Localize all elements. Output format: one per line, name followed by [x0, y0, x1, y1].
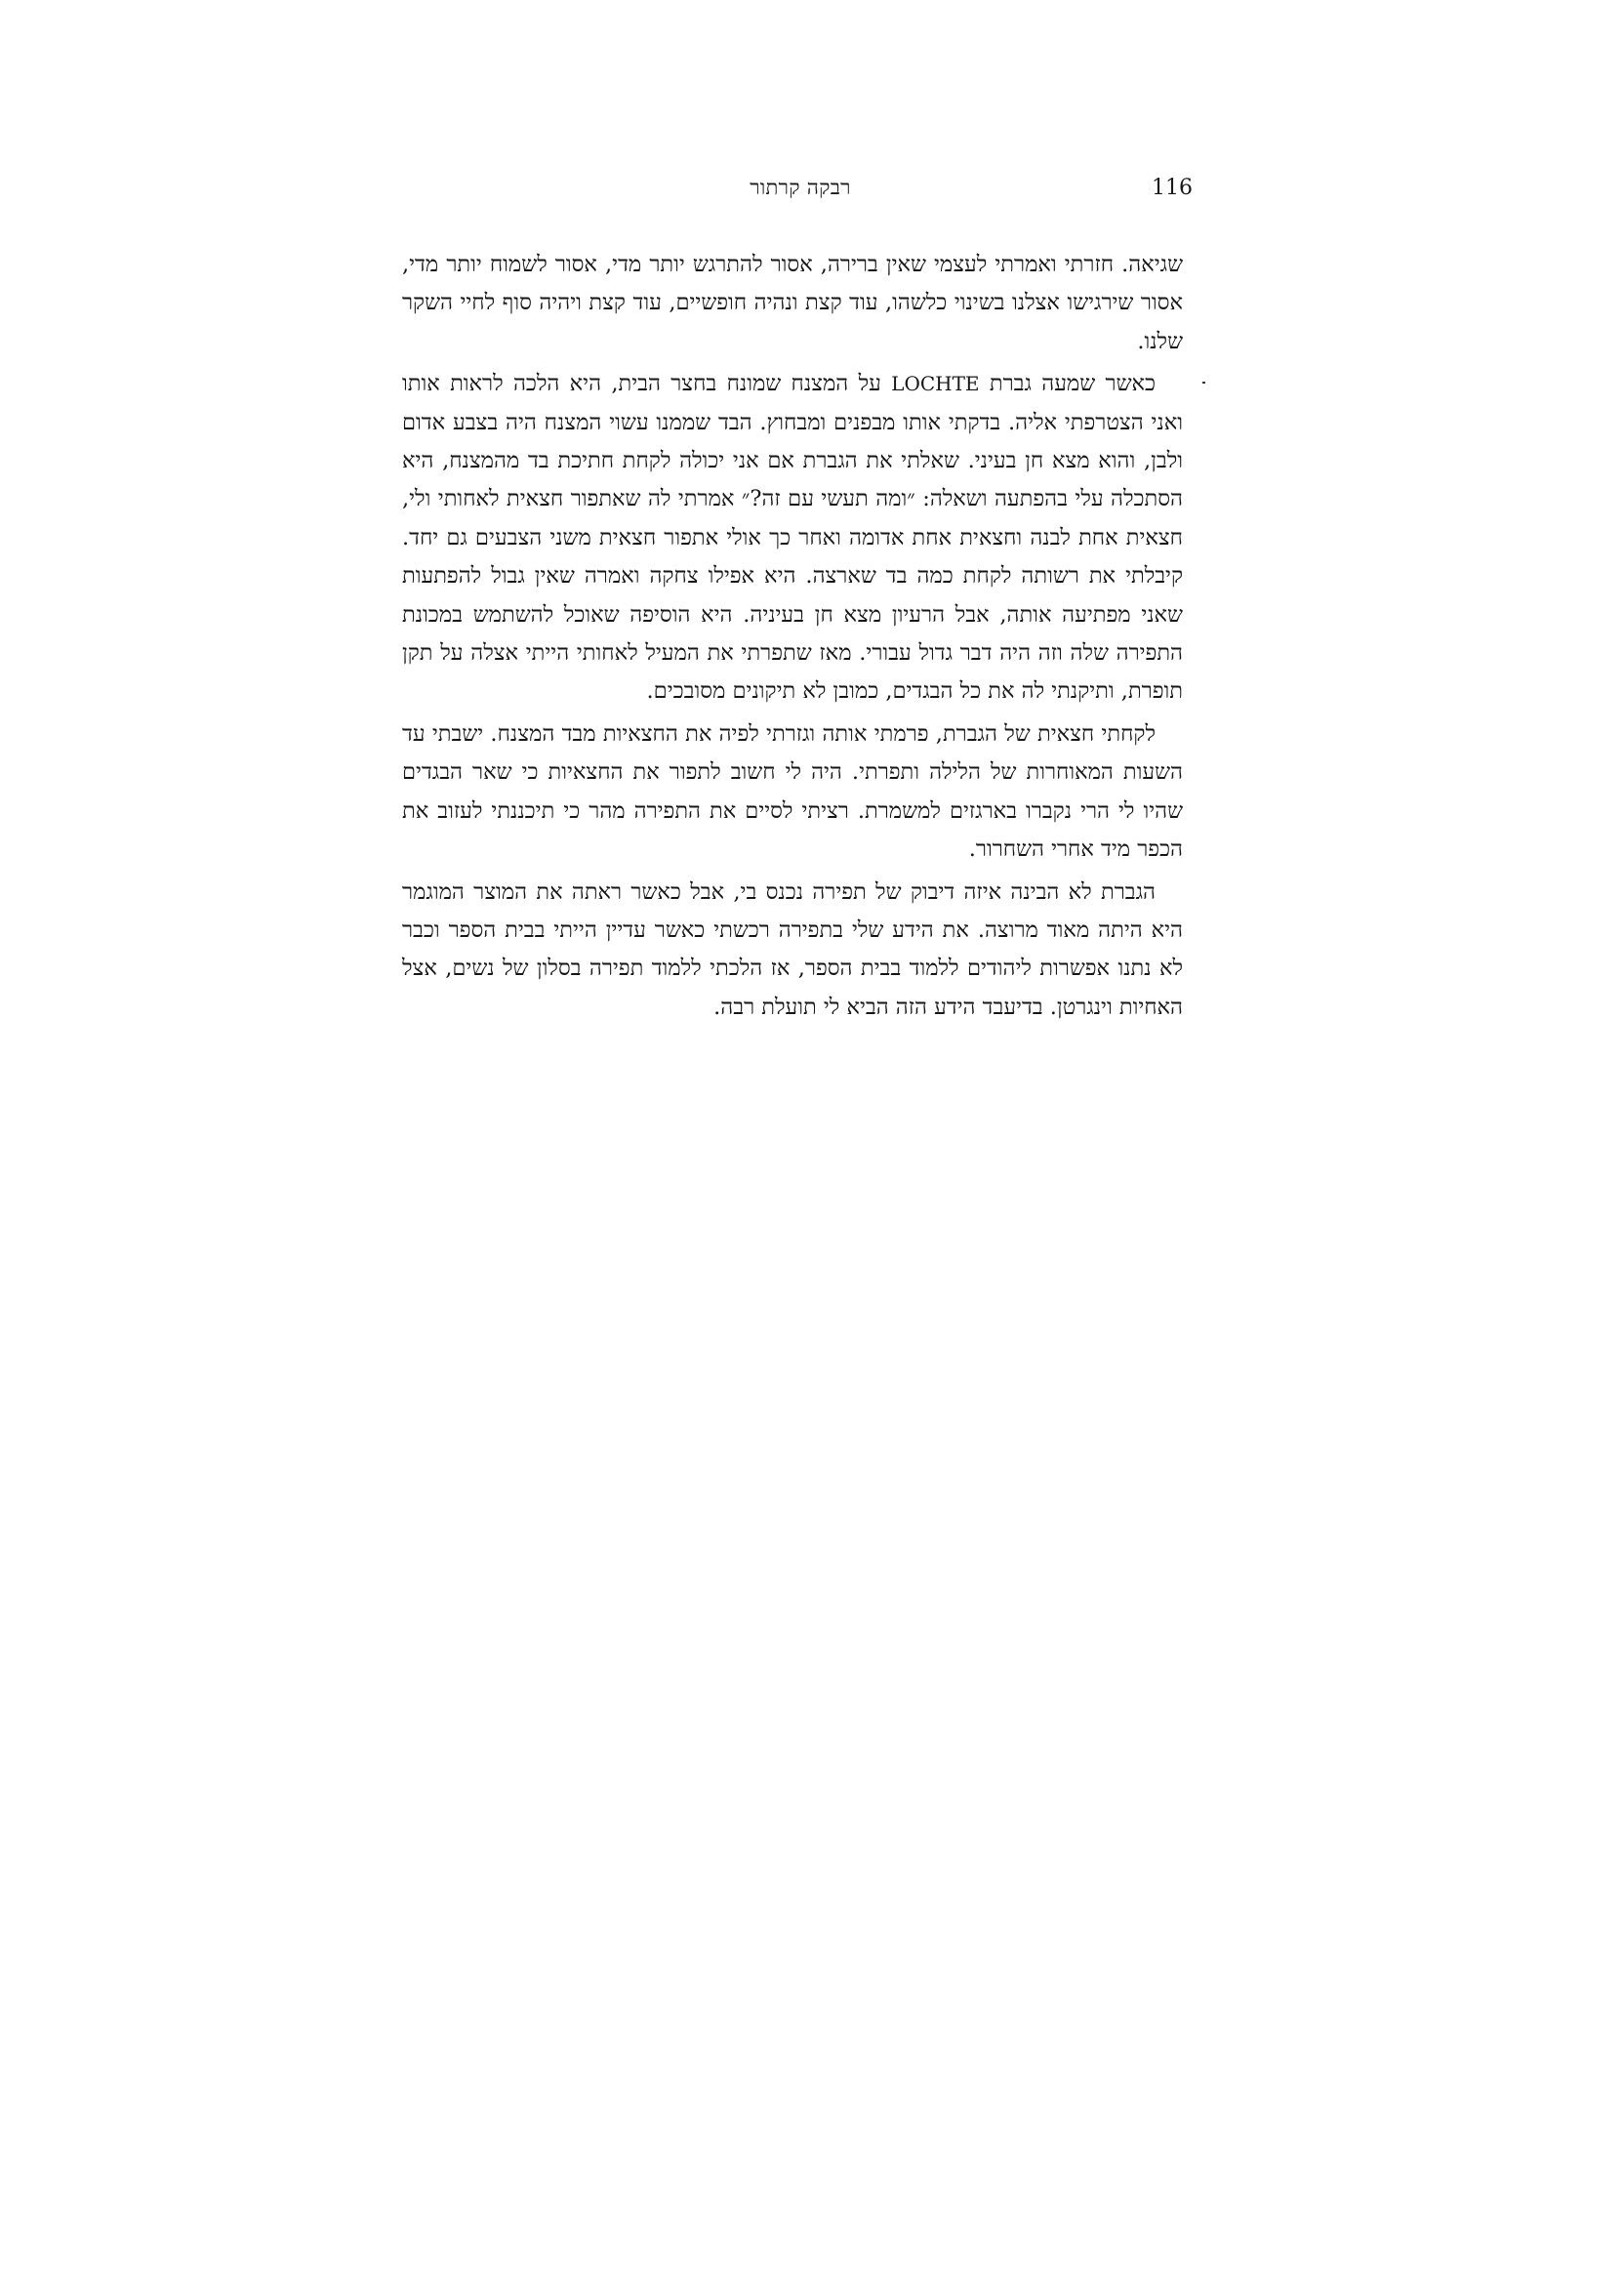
paragraph-1: שגיאה. חזרתי ואמרתי לעצמי שאין ברירה, אסור להתרגש יותר מדי, אסור לשמוח יותר מדי, אסור שירגישו אצלנו בשינוי כלשהו, עוד קצת ונהיה חופשיים, עוד קצת ויהיה סוף לחיי השקר שלנו. [402, 252, 1183, 354]
running-head [400, 176, 1200, 211]
body-text [402, 246, 1183, 1031]
paragraph-3: לקחתי חצאית של הגברת, פרמתי אותה וגזרתי לפיה את החצאיות מבד המצנח. ישבתי עד השעות המאוחרות של הלילה ותפרתי. היה לי חשוב לתפור את החצאיות כי שאר הבגדים שהיו לי הרי נקברו בארגזים למשמרת. רציתי לסיים את התפירה מהר כי תיכננתי לעזוב את הכפר מיד אחרי השחרור. [402, 720, 1183, 863]
paragraph-2-name: LOCHTE [891, 372, 980, 396]
page-number: 116 [1152, 176, 1193, 200]
scan-speck [1202, 382, 1205, 384]
paragraph-2-start: כאשר שמעה גברת [989, 371, 1156, 397]
paragraph-2 [402, 365, 1183, 712]
paragraph-2-rest: על המצנח שמונח בחצר הבית, היא הלכה לראות אותו ואני הצטרפתי אליה. בדקתי אותו מבפנים ומבחוץ. הבד שממנו עשוי המצנח היה בצבע אדום ולבן, והוא מצא חן בעיני. שאלתי את הגברת אם אני יכולה לקחת חתיכת בד מהמצנח, היא הסתכלה עלי בהפתעה ושאלה: ״ומה תעשי עם זה?״ אמרתי לה שאתפור חצאית לאחותי ולי, חצאית אחת לבנה וחצאית אחת אדומה ואחר כך אולי אתפור חצאית משני הצבעים גם יחד. קיבלתי את רשותה לקחת כמה בד שארצה. היא אפילו צחקה ואמרה שאין גבול להפתעות שאני מפתיעה אותה, אבל הרעיון מצא חן בעיניה. היא הוסיפה שאוכל להשתמש במכונת התפירה שלה וזה היה דבר גדול עבורי. מאז שתפרתי את המעיל לאחותי הייתי אצלה על תקן תופרת, ותיקנתי לה את כל הבגדים, כמובן לא תיקונים מסובכים. [402, 371, 1183, 705]
running-title: רבקה קרתור [750, 176, 851, 199]
paragraph-4: הגברת לא הבינה איזה דיבוק של תפירה נכנס בי, אבל כאשר ראתה את המוצר המוגמר היא היתה מאוד מרוצה. את הידע שלי בתפירה רכשתי כאשר עדיין הייתי בבית הספר וכבר לא נתנו אפשרות ליהודים ללמוד בבית הספר, אז הלכתי ללמוד תפירה בסלון של נשים, אצל האחיות וינגרטן. בדיעבד הידע הזה הביא לי תועלת רבה. [402, 878, 1183, 1020]
